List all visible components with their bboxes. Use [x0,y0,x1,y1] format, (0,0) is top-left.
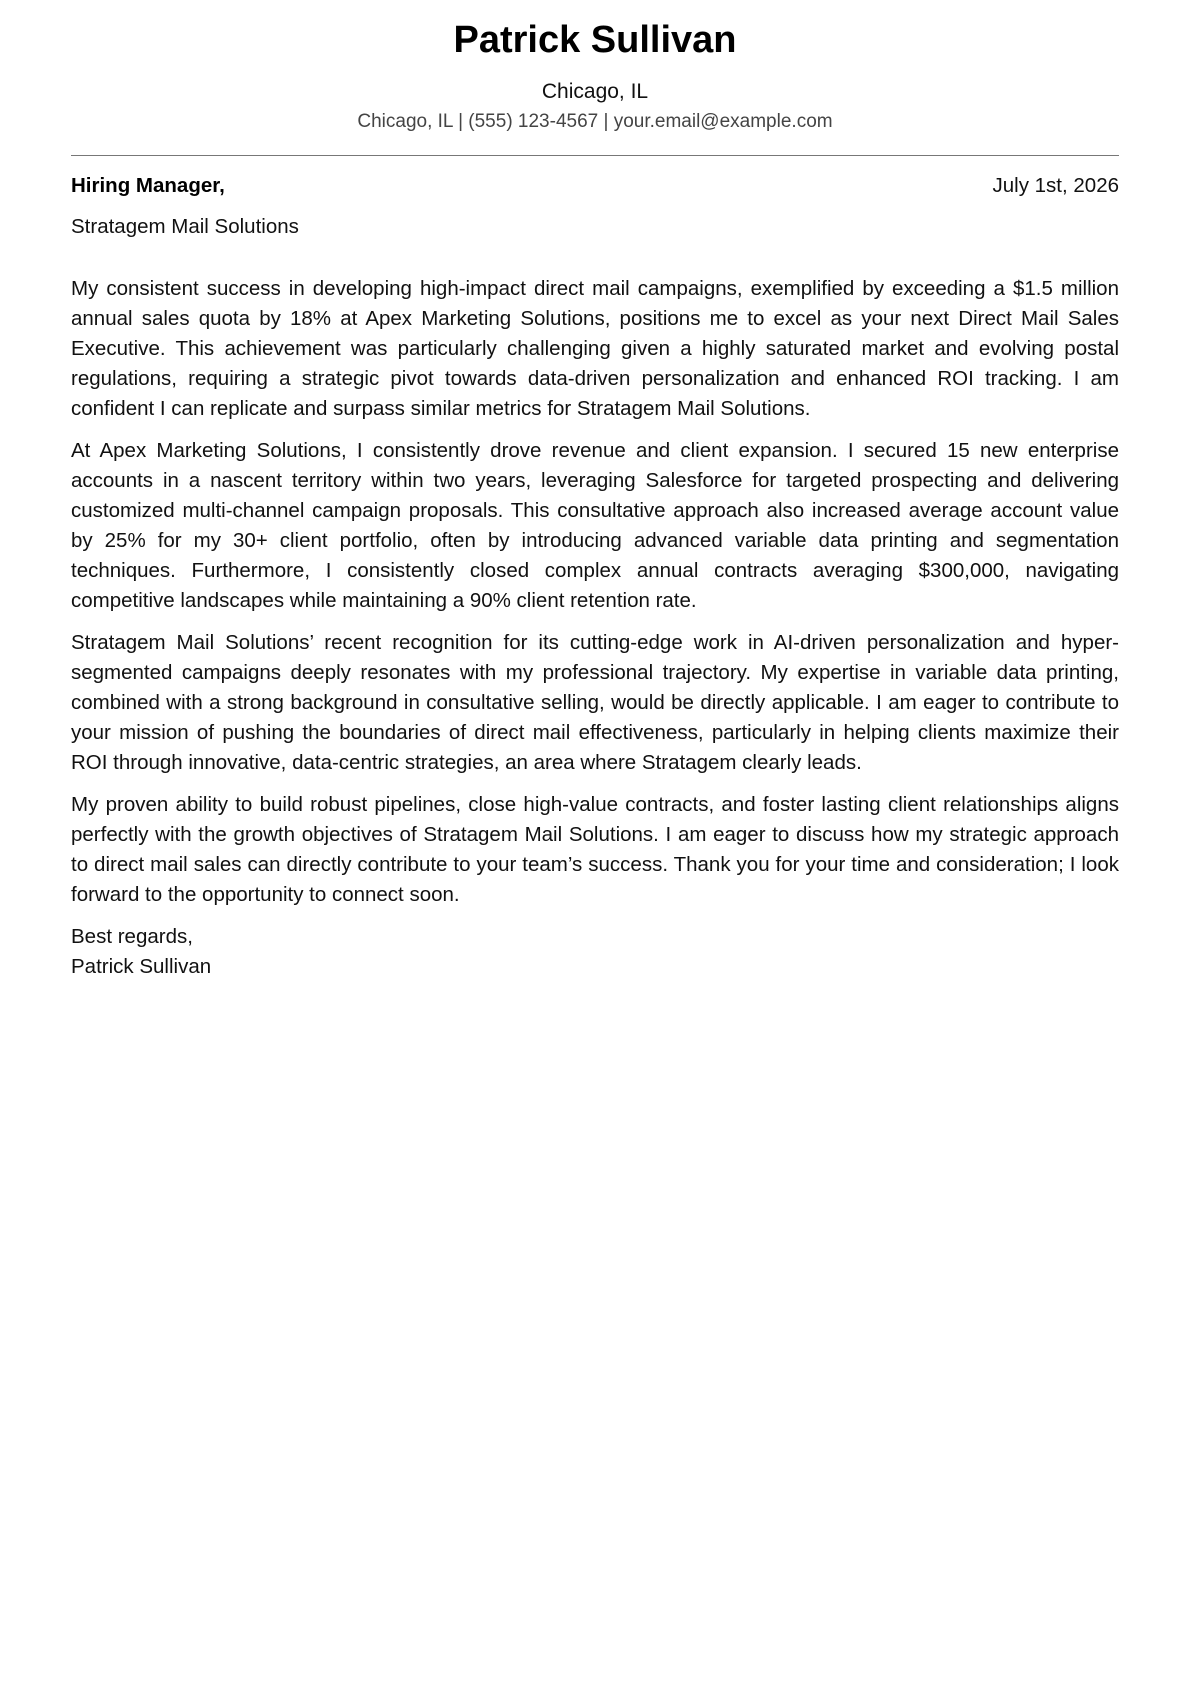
body-paragraph: My proven ability to build robust pipelines, close high-value contracts, and foster lasting client relationships aligns perfectly with the growth objectives of Stratagem Mail Solutions. I am eager to discuss how my strategic approach to direct mail sales can directly contribute to your team’s success. Thank you for your time and consideration; I look forward to the opportunity to connect soon. [71,793,1119,906]
header-divider [71,155,1119,156]
applicant-location: Chicago, IL [541,80,649,103]
contact-line: Chicago, IL | (555) 123-4567 | your.email@example.com [357,111,833,132]
valediction: Best regards, [71,925,193,948]
recipient-row [71,173,1119,199]
recipient-company: Stratagem Mail Solutions [71,215,299,238]
body-paragraph: Stratagem Mail Solutions’ recent recognition for its cutting-edge work in AI-driven personalization and hyper-segmented campaigns deeply resonates with my professional trajectory. My expertise in variable data printing, combined with a strong background in consultative selling, would be directly applicable. I am eager to contribute to your mission of pushing the boundaries of direct mail effectiveness, particularly in helping clients maximize their ROI through innovative, data-centric strategies, an area where Stratagem clearly leads. [71,631,1119,774]
closing-block [71,922,1119,982]
salutation: Hiring Manager, [71,174,225,197]
signature-name: Patrick Sullivan [71,955,212,978]
applicant-name: Patrick Sullivan [453,19,737,61]
letter-body [71,274,1119,910]
letter-date: July 1st, 2026 [992,174,1119,197]
body-paragraph: At Apex Marketing Solutions, I consistently drove revenue and client expansion. I secured 15 new enterprise accounts in a nascent territory within two years, leveraging Salesforce for targeted prospecting and delivering customized multi-channel campaign proposals. This consultative approach also increased average account value by 25% for my 30+ client portfolio, often by introducing advanced variable data printing and segmentation techniques. Furthermore, I consistently closed complex annual contracts averaging $300,000, navigating competitive landscapes while maintaining a 90% client retention rate. [71,439,1119,612]
body-paragraph: My consistent success in developing high-impact direct mail campaigns, exemplified by exceeding a $1.5 million annual sales quota by 18% at Apex Marketing Solutions, positions me to excel as your next Direct Mail Sales Executive. This achievement was particularly challenging given a highly saturated market and evolving postal regulations, requiring a strategic pivot towards data-driven personalization and enhanced ROI tracking. I am confident I can replicate and surpass similar metrics for Stratagem Mail Solutions. [71,277,1119,420]
